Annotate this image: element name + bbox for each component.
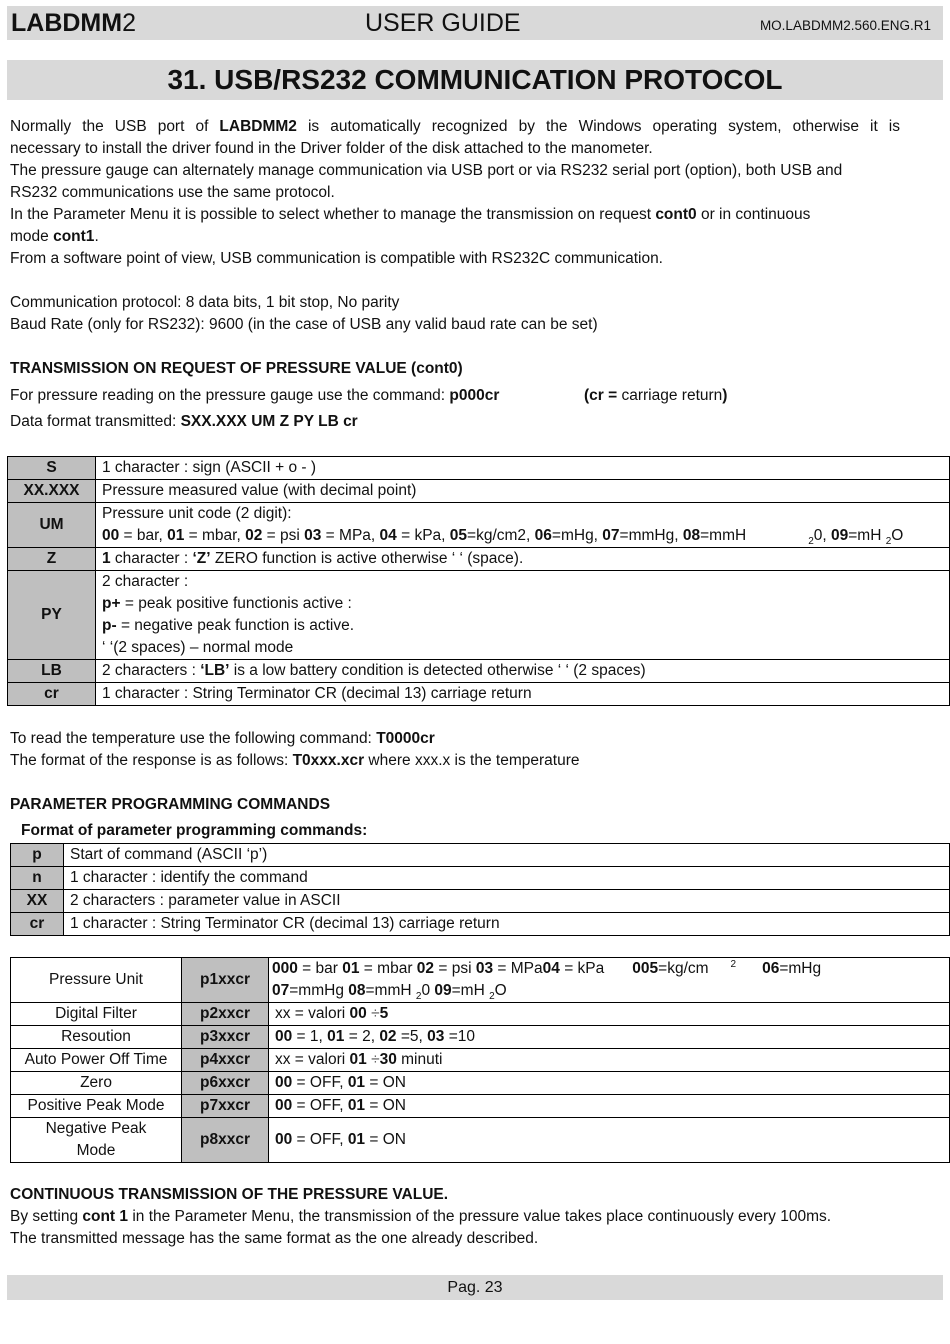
parameter-label: Positive Peak Mode	[11, 1095, 182, 1118]
table-row	[11, 890, 950, 913]
field-description: 2 characters : ‘LB’ is a low battery condition is detected otherwise ‘ ‘ (2 spaces)	[96, 660, 950, 683]
table-row	[11, 958, 950, 1003]
param-key: cr	[11, 913, 64, 936]
table-row	[8, 660, 950, 683]
field-description: Pressure unit code (2 digit): 00 = bar, 01 = mbar, 02 = psi 03 = MPa, 04 = kPa, 05=kg/cm2, 06=mHg, 07=mmHg, 08=mmH $_2$0, 09=mH $_2$O	[96, 503, 950, 548]
programming-commands-table	[10, 957, 950, 1163]
carriage-return-note: (cr = carriage return)	[584, 387, 728, 404]
parameter-label: Digital Filter	[11, 1003, 182, 1026]
page-header	[7, 6, 943, 40]
intro-line-7: From a software point of view, USB communication is compatible with RS232C communication.	[10, 250, 663, 267]
table-row	[11, 844, 950, 867]
table-row	[11, 1072, 950, 1095]
page-number: Pag. 23	[7, 1275, 943, 1300]
table-row	[11, 1049, 950, 1072]
table-row	[8, 683, 950, 706]
field-description: Pressure measured value (with decimal point)	[96, 480, 950, 503]
field-description: 1 character : sign (ASCII + o - )	[96, 457, 950, 480]
table-row	[8, 548, 950, 571]
table-row	[11, 867, 950, 890]
data-format-table	[7, 456, 950, 706]
intro-line-5: In the Parameter Menu it is possible to select whether to manage the transmission on request cont0 or in continuous	[10, 206, 811, 223]
table-row	[11, 913, 950, 936]
parameter-label: Pressure Unit	[11, 958, 182, 1003]
param-description: 2 characters : parameter value in ASCII	[64, 890, 950, 913]
parameter-label: Negative Peak Mode	[11, 1118, 182, 1163]
param-description: Start of command (ASCII ‘p’)	[64, 844, 950, 867]
continuous-line-2: The transmitted message has the same format as the one already described.	[10, 1230, 539, 1247]
brand	[11, 9, 136, 37]
field-key: cr	[8, 683, 96, 706]
field-key: Z	[8, 548, 96, 571]
param-description: 1 character : identify the command	[64, 867, 950, 890]
parameter-values: xx = valori 00 ÷5	[269, 1003, 950, 1026]
temperature-command-line: To read the temperature use the following command: T0000cr	[10, 730, 435, 747]
continuous-line-1: By setting cont 1 in the Parameter Menu, the transmission of the pressure value takes place continuously every 100ms.	[10, 1208, 832, 1225]
table-row	[11, 1095, 950, 1118]
parameter-values: 00 = OFF, 01 = ON	[269, 1095, 950, 1118]
intro-line-3: The pressure gauge can alternately manage communication via USB port or via RS232 serial port (option), both USB and	[10, 162, 843, 179]
field-key: S	[8, 457, 96, 480]
field-key: UM	[8, 503, 96, 548]
param-key: XX	[11, 890, 64, 913]
parameter-label: Resoution	[11, 1026, 182, 1049]
baud-rate-line: Baud Rate (only for RS232): 9600 (in the case of USB any valid baud rate can be set)	[10, 316, 598, 333]
parameter-values: 00 = OFF, 01 = ON	[269, 1118, 950, 1163]
param-format-table	[10, 843, 950, 936]
intro-line-2: necessary to install the driver found in the Driver folder of the disk attached to the manometer.	[10, 140, 653, 157]
table-row	[8, 480, 950, 503]
parameter-label: Auto Power Off Time	[11, 1049, 182, 1072]
param-key: p	[11, 844, 64, 867]
parameter-command: p4xxcr	[182, 1049, 269, 1072]
table-row	[8, 571, 950, 660]
document-code: MO.LABDMM2.560.ENG.R1	[759, 18, 931, 33]
brand-bold: LABDMM	[11, 9, 123, 37]
table-row	[11, 1003, 950, 1026]
param-key: n	[11, 867, 64, 890]
parameter-values: xx = valori 01 ÷30 minuti	[269, 1049, 950, 1072]
intro-line-6: mode cont1.	[10, 228, 99, 245]
table-row	[11, 1026, 950, 1049]
data-format-line: Data format transmitted: SXX.XXX UM Z PY LB cr	[10, 413, 358, 430]
temperature-response-line: The format of the response is as follows: T0xxx.xcr where xxx.x is the temperature	[10, 752, 580, 769]
parameter-values: 00 = OFF, 01 = ON	[269, 1072, 950, 1095]
parameter-command: p1xxcr	[182, 958, 269, 1003]
protocol-line: Communication protocol: 8 data bits, 1 bit stop, No parity	[10, 294, 400, 311]
table-row	[8, 503, 950, 548]
parameter-command: p7xxcr	[182, 1095, 269, 1118]
param-subheading: Format of parameter programming commands:	[21, 822, 368, 839]
intro-line-4: RS232 communications use the same protocol.	[10, 184, 335, 201]
parameter-label: Zero	[11, 1072, 182, 1095]
continuous-heading: CONTINUOUS TRANSMISSION OF THE PRESSURE VALUE.	[10, 1186, 449, 1203]
param-heading: PARAMETER PROGRAMMING COMMANDS	[10, 796, 331, 813]
header-guide: USER GUIDE	[365, 9, 521, 37]
table-row	[11, 1118, 950, 1163]
request-command-line: For pressure reading on the pressure gauge use the command: p000cr	[10, 387, 500, 404]
field-key: PY	[8, 571, 96, 660]
field-description: 2 character : p+ = peak positive functionis active : p- = negative peak function is active. ‘ ‘(2 spaces) – normal mode	[96, 571, 950, 660]
field-description: 1 character : String Terminator CR (decimal 13) carriage return	[96, 683, 950, 706]
param-description: 1 character : String Terminator CR (decimal 13) carriage return	[64, 913, 950, 936]
page-title: 31. USB/RS232 COMMUNICATION PROTOCOL	[7, 60, 943, 100]
parameter-command: p3xxcr	[182, 1026, 269, 1049]
field-description: 1 character : ‘Z’ ZERO function is active otherwise ‘ ‘ (space).	[96, 548, 950, 571]
request-heading: TRANSMISSION ON REQUEST OF PRESSURE VALUE (cont0)	[10, 360, 463, 377]
parameter-command: p2xxcr	[182, 1003, 269, 1026]
parameter-command: p8xxcr	[182, 1118, 269, 1163]
field-key: LB	[8, 660, 96, 683]
parameter-values: 00 = 1, 01 = 2, 02 =5, 03 =10	[269, 1026, 950, 1049]
table-row	[8, 457, 950, 480]
parameter-values: 000 = bar 01 = mbar 02 = psi 03 = MPa04 = kPa 005=kg/cm $^2$ 06=mHg 07=mmHg 08=mmH $_2$0 09=mH $_2$O	[269, 958, 950, 1003]
field-key: XX.XXX	[8, 480, 96, 503]
intro-line-1: Normally the USB port of LABDMM2 is automatically recognized by the Windows operating system, otherwise it is	[10, 118, 900, 135]
parameter-command: p6xxcr	[182, 1072, 269, 1095]
brand-number: 2	[122, 9, 136, 37]
